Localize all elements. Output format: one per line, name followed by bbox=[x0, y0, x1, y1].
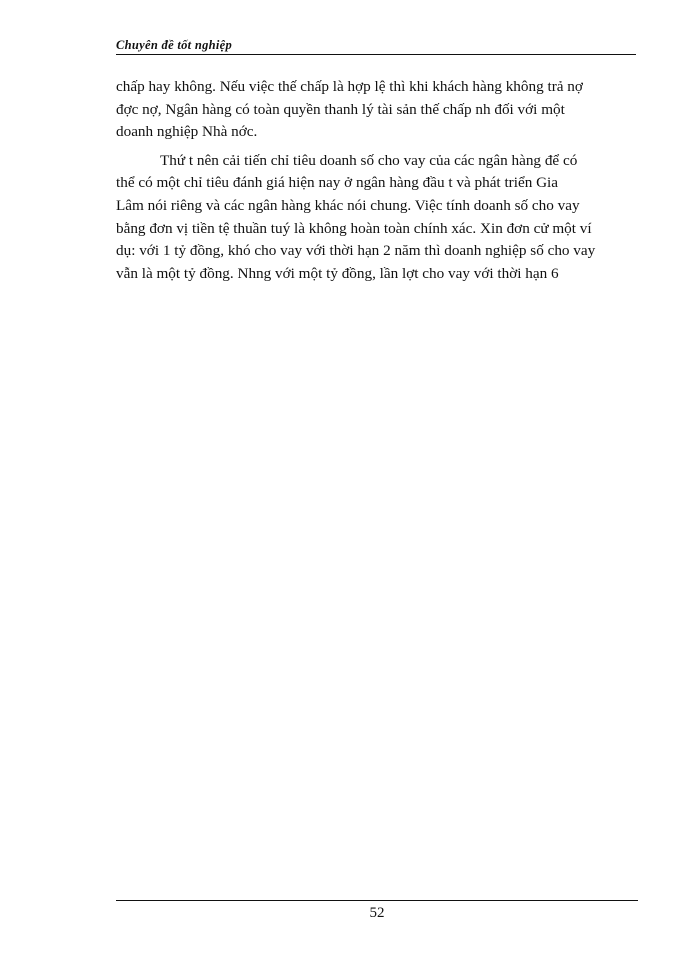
paragraph-1 bbox=[116, 76, 638, 144]
header-title: Chuyên đề tốt nghiệp bbox=[116, 38, 233, 52]
page-header bbox=[116, 36, 636, 58]
text-line: doanh nghiệp Nhà nớc. bbox=[116, 123, 258, 141]
text-line: đợc nợ, Ngân hàng có toàn quyền thanh lý tài sản thế chấp nh đối với một bbox=[116, 100, 565, 118]
text-line: chấp hay không. Nếu việc thế chấp là hợp lệ thì khi khách hàng không trả nợ bbox=[116, 78, 583, 95]
footer-divider bbox=[116, 900, 638, 901]
header-divider bbox=[116, 54, 636, 55]
text-line: Lâm nói riêng và các ngân hàng khác nói chung. Việc tính doanh số cho vay bbox=[116, 196, 580, 214]
document-body bbox=[116, 76, 638, 291]
paragraph-2 bbox=[116, 150, 638, 286]
text-line: bằng đơn vị tiền tệ thuần tuý là không hoàn toàn chính xác. Xin đơn cử một ví bbox=[116, 219, 592, 237]
text-line: vẫn là một tỷ đồng. Nhng với một tỷ đồng, lần lợt cho vay với thời hạn 6 bbox=[116, 264, 559, 282]
page-number: 52 bbox=[369, 905, 385, 921]
text-line: dụ: với 1 tỷ đồng, khó cho vay với thời hạn 2 năm thì doanh nghiệp số cho vay bbox=[116, 242, 596, 260]
text-line: Thứ t nên cải tiến chỉ tiêu doanh số cho vay của các ngân hàng để có bbox=[160, 151, 578, 169]
text-line: thể có một chỉ tiêu đánh giá hiện nay ở ngân hàng đầu t và phát triển Gia bbox=[116, 174, 559, 192]
